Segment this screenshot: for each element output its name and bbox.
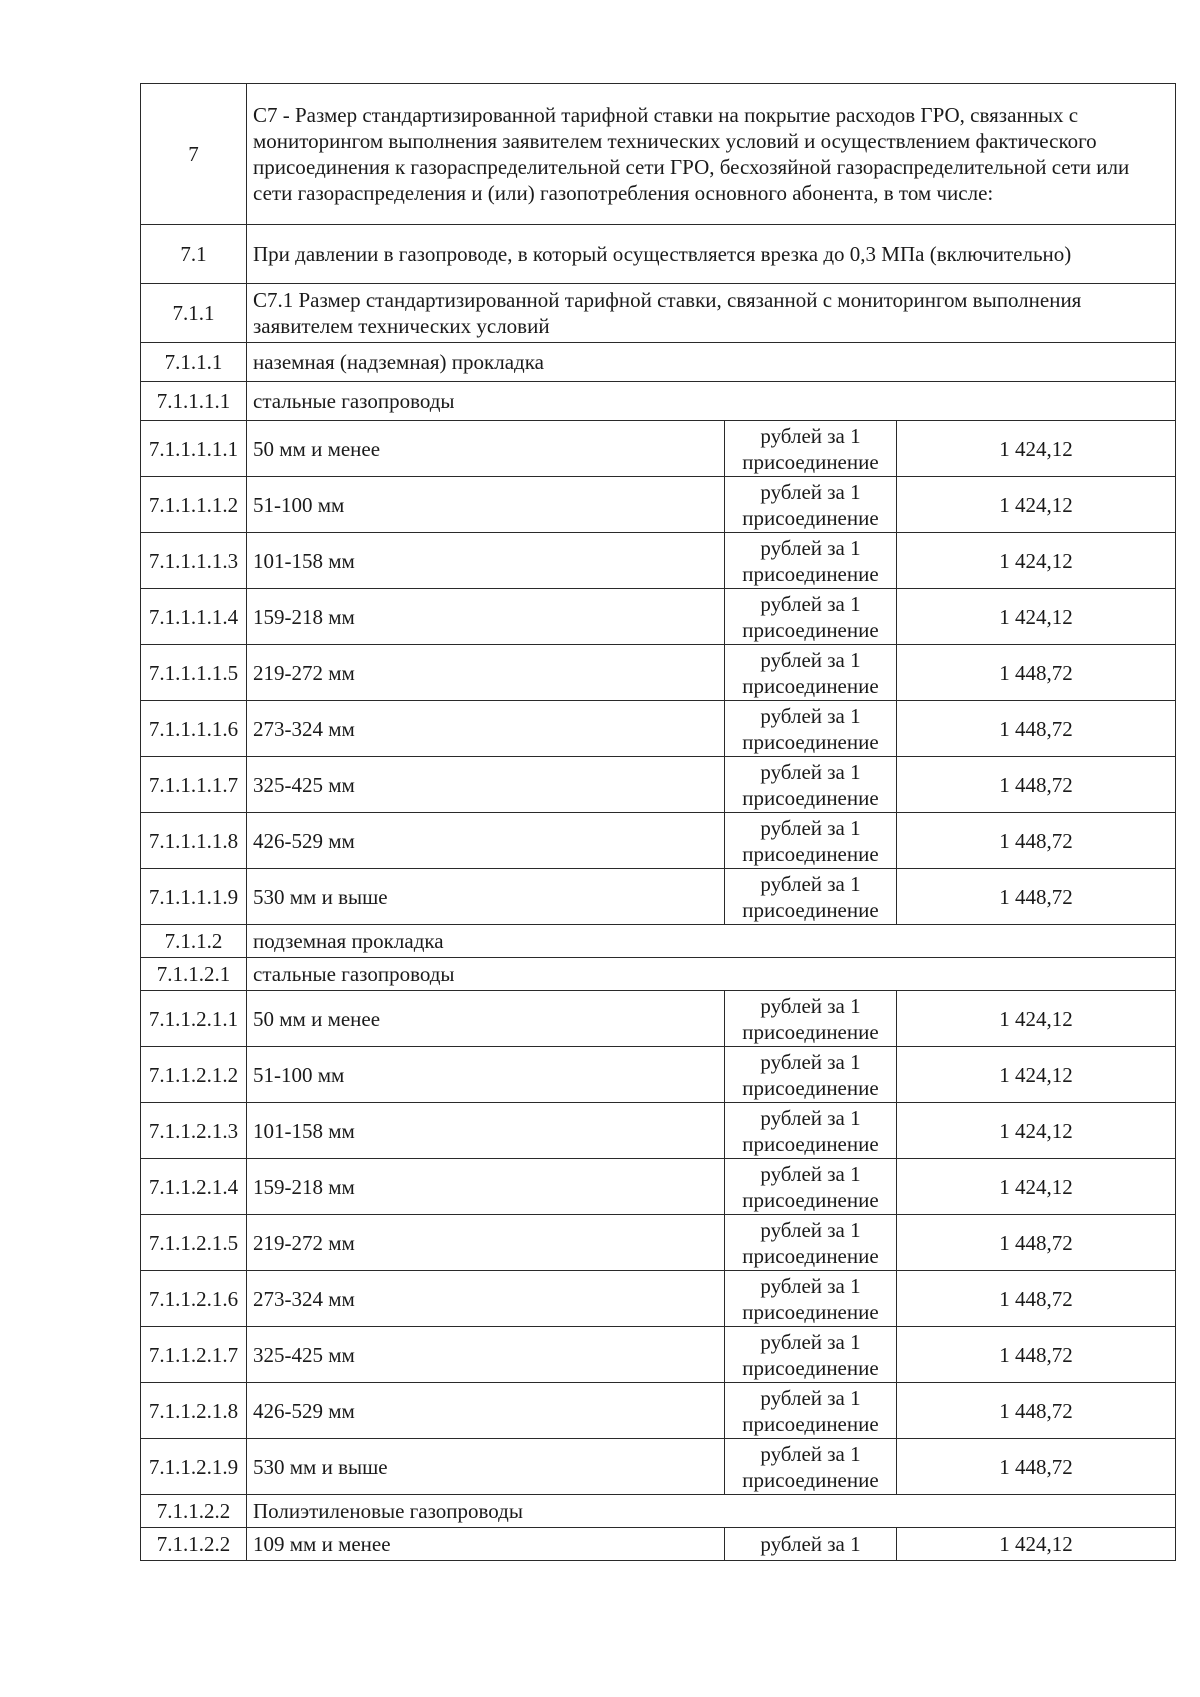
row-unit: рублей за 1 присоединение xyxy=(725,869,897,925)
row-description: 530 мм и выше xyxy=(247,1439,725,1495)
table-row xyxy=(141,1215,1176,1271)
row-description: Полиэтиленовые газопроводы xyxy=(247,1495,1176,1528)
row-value: 1 424,12 xyxy=(897,1047,1176,1103)
row-description: 101-158 мм xyxy=(247,533,725,589)
row-number: 7.1.1.2.1.7 xyxy=(141,1327,247,1383)
table-row xyxy=(141,958,1176,991)
row-value: 1 448,72 xyxy=(897,645,1176,701)
table-row xyxy=(141,589,1176,645)
table-row xyxy=(141,1159,1176,1215)
row-description: 273-324 мм xyxy=(247,1271,725,1327)
row-unit: рублей за 1 присоединение xyxy=(725,991,897,1047)
row-number: 7.1.1.2.1.2 xyxy=(141,1047,247,1103)
row-unit: рублей за 1 присоединение xyxy=(725,1327,897,1383)
row-value: 1 424,12 xyxy=(897,421,1176,477)
row-unit: рублей за 1 присоединение xyxy=(725,1103,897,1159)
row-unit: рублей за 1 присоединение xyxy=(725,1047,897,1103)
row-description: 50 мм и менее xyxy=(247,421,725,477)
row-number: 7.1.1.1.1.5 xyxy=(141,645,247,701)
row-number: 7.1.1.2.1.1 xyxy=(141,991,247,1047)
row-unit: рублей за 1 присоединение xyxy=(725,1215,897,1271)
row-description: 159-218 мм xyxy=(247,589,725,645)
row-value: 1 424,12 xyxy=(897,1103,1176,1159)
table-row xyxy=(141,757,1176,813)
row-number: 7 xyxy=(141,84,247,225)
row-description: стальные газопроводы xyxy=(247,958,1176,991)
row-unit: рублей за 1 присоединение xyxy=(725,757,897,813)
row-unit: рублей за 1 присоединение xyxy=(725,421,897,477)
table-row xyxy=(141,925,1176,958)
row-value: 1 424,12 xyxy=(897,589,1176,645)
row-description: 219-272 мм xyxy=(247,1215,725,1271)
tariff-table xyxy=(140,83,1176,1561)
row-description: 325-425 мм xyxy=(247,1327,725,1383)
table-row xyxy=(141,1495,1176,1528)
table-row xyxy=(141,284,1176,343)
row-description: подземная прокладка xyxy=(247,925,1176,958)
table-row xyxy=(141,1383,1176,1439)
table-row xyxy=(141,1439,1176,1495)
row-unit: рублей за 1 присоединение xyxy=(725,1271,897,1327)
table-row xyxy=(141,1271,1176,1327)
row-number: 7.1.1.2.1.3 xyxy=(141,1103,247,1159)
row-value: 1 448,72 xyxy=(897,701,1176,757)
row-value: 1 424,12 xyxy=(897,1528,1176,1561)
row-value: 1 424,12 xyxy=(897,533,1176,589)
table-row xyxy=(141,813,1176,869)
row-unit: рублей за 1 присоединение xyxy=(725,477,897,533)
row-value: 1 424,12 xyxy=(897,477,1176,533)
row-value: 1 424,12 xyxy=(897,991,1176,1047)
row-description: 273-324 мм xyxy=(247,701,725,757)
row-number: 7.1.1.1.1.1 xyxy=(141,421,247,477)
row-unit: рублей за 1 присоединение xyxy=(725,1159,897,1215)
row-number: 7.1 xyxy=(141,225,247,284)
row-unit: рублей за 1 присоединение xyxy=(725,533,897,589)
row-number: 7.1.1.1.1.9 xyxy=(141,869,247,925)
table-row xyxy=(141,225,1176,284)
row-description: 50 мм и менее xyxy=(247,991,725,1047)
row-value: 1 448,72 xyxy=(897,1383,1176,1439)
row-number: 7.1.1.2.1.5 xyxy=(141,1215,247,1271)
table-row xyxy=(141,645,1176,701)
row-number: 7.1.1.2.2 xyxy=(141,1528,247,1561)
row-number: 7.1.1.1.1.8 xyxy=(141,813,247,869)
row-description: 426-529 мм xyxy=(247,1383,725,1439)
table-row xyxy=(141,1327,1176,1383)
table-row xyxy=(141,869,1176,925)
row-value: 1 448,72 xyxy=(897,813,1176,869)
table-row xyxy=(141,421,1176,477)
row-description: С7.1 Размер стандартизированной тарифной ставки, связанной с мониторингом выполнения заявителем технических условий xyxy=(247,284,1176,343)
row-description: 530 мм и выше xyxy=(247,869,725,925)
table-row xyxy=(141,1103,1176,1159)
row-unit: рублей за 1 xyxy=(725,1528,897,1561)
row-description: стальные газопроводы xyxy=(247,382,1176,421)
row-unit: рублей за 1 присоединение xyxy=(725,589,897,645)
row-number: 7.1.1.2.1 xyxy=(141,958,247,991)
row-value: 1 448,72 xyxy=(897,1327,1176,1383)
table-row xyxy=(141,533,1176,589)
row-description: 325-425 мм xyxy=(247,757,725,813)
row-number: 7.1.1.2.1.8 xyxy=(141,1383,247,1439)
row-number: 7.1.1 xyxy=(141,284,247,343)
table-row xyxy=(141,1047,1176,1103)
row-description: При давлении в газопроводе, в который осуществляется врезка до 0,3 МПа (включительно) xyxy=(247,225,1176,284)
row-number: 7.1.1.1 xyxy=(141,343,247,382)
row-description: 159-218 мм xyxy=(247,1159,725,1215)
row-value: 1 448,72 xyxy=(897,1271,1176,1327)
row-value: 1 448,72 xyxy=(897,1439,1176,1495)
row-number: 7.1.1.1.1.4 xyxy=(141,589,247,645)
row-number: 7.1.1.2.2 xyxy=(141,1495,247,1528)
row-value: 1 448,72 xyxy=(897,869,1176,925)
row-description: 51-100 мм xyxy=(247,1047,725,1103)
table-row xyxy=(141,84,1176,225)
row-number: 7.1.1.2.1.4 xyxy=(141,1159,247,1215)
row-description: 219-272 мм xyxy=(247,645,725,701)
table-row xyxy=(141,477,1176,533)
row-number: 7.1.1.2 xyxy=(141,925,247,958)
table-row xyxy=(141,701,1176,757)
row-value: 1 424,12 xyxy=(897,1159,1176,1215)
row-number: 7.1.1.1.1.6 xyxy=(141,701,247,757)
table-row xyxy=(141,382,1176,421)
row-value: 1 448,72 xyxy=(897,1215,1176,1271)
row-description: С7 - Размер стандартизированной тарифной ставки на покрытие расходов ГРО, связанных с мониторингом выполнения заявителем технических условий и осуществлением фактического присоединения к газораспределительной сети ГРО, бесхозяйной газораспределительной сети или сети газораспределения и (или) газопотребления основного абонента, в том числе: xyxy=(247,84,1176,225)
row-number: 7.1.1.1.1.3 xyxy=(141,533,247,589)
row-description: 109 мм и менее xyxy=(247,1528,725,1561)
row-number: 7.1.1.1.1.2 xyxy=(141,477,247,533)
row-unit: рублей за 1 присоединение xyxy=(725,1383,897,1439)
row-unit: рублей за 1 присоединение xyxy=(725,813,897,869)
row-value: 1 448,72 xyxy=(897,757,1176,813)
table-row xyxy=(141,343,1176,382)
row-number: 7.1.1.2.1.6 xyxy=(141,1271,247,1327)
row-unit: рублей за 1 присоединение xyxy=(725,1439,897,1495)
row-number: 7.1.1.2.1.9 xyxy=(141,1439,247,1495)
row-description: 101-158 мм xyxy=(247,1103,725,1159)
table-row xyxy=(141,991,1176,1047)
row-description: наземная (надземная) прокладка xyxy=(247,343,1176,382)
row-number: 7.1.1.1.1 xyxy=(141,382,247,421)
row-unit: рублей за 1 присоединение xyxy=(725,701,897,757)
table-row xyxy=(141,1528,1176,1561)
row-description: 51-100 мм xyxy=(247,477,725,533)
row-number: 7.1.1.1.1.7 xyxy=(141,757,247,813)
row-description: 426-529 мм xyxy=(247,813,725,869)
row-unit: рублей за 1 присоединение xyxy=(725,645,897,701)
